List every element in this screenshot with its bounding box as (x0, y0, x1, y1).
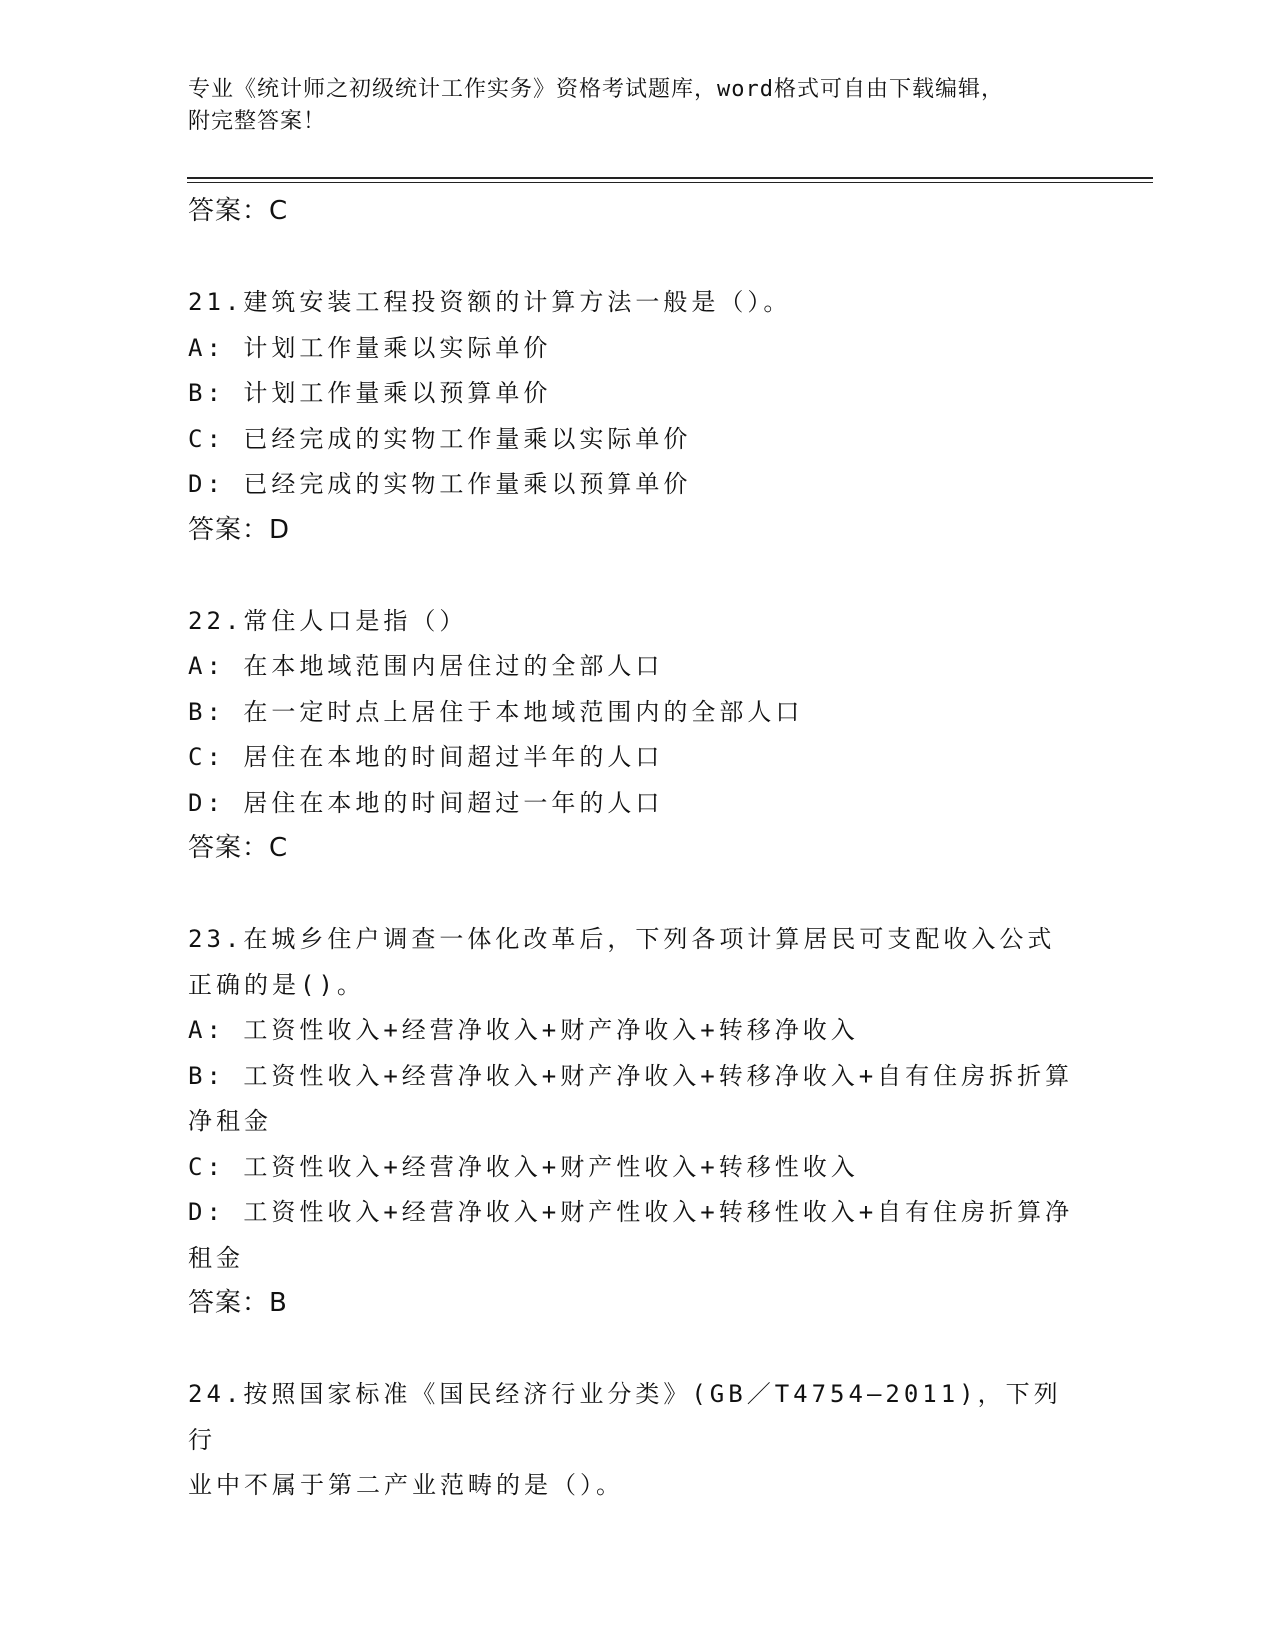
answer-line: 答案：C (188, 833, 289, 863)
question-list (188, 189, 1088, 1509)
option-line: 净租金 (188, 1107, 272, 1135)
question-stem-line: 24.按照国家标准《国民经济行业分类》(GB／T4754—2011)，下列行 (188, 1380, 1062, 1454)
previous-answer: 答案：C (188, 196, 289, 226)
question-spacer (188, 1327, 1088, 1373)
document-header (188, 74, 1088, 138)
option-line: B: 在一定时点上居住于本地域范围内的全部人口 (188, 697, 804, 726)
question-stem-line: 21.建筑安装工程投资额的计算方法一般是（）。 (188, 288, 792, 316)
question-stem-line: 业中不属于第二产业范畴的是（）。 (188, 1471, 624, 1499)
option-line: C: 居住在本地的时间超过半年的人口 (188, 743, 664, 771)
option-line: B: 计划工作量乘以预算单价 (188, 379, 552, 407)
header-divider-thick (187, 177, 1153, 179)
option-line: B: 工资性收入+经营净收入+财产净收入+转移净收入+自有住房拆折算 (188, 1061, 1074, 1090)
question-spacer (188, 872, 1088, 918)
option-line: A: 工资性收入+经营净收入+财产净收入+转移净收入 (188, 1016, 859, 1044)
option-line: D: 居住在本地的时间超过一年的人口 (188, 788, 664, 817)
question-block (188, 280, 1088, 553)
option-line: D: 已经完成的实物工作量乘以预算单价 (188, 470, 692, 498)
question-spacer (188, 235, 1088, 281)
option-line: 租金 (188, 1243, 244, 1272)
header-divider-thin (187, 182, 1153, 183)
question-stem-line: 正确的是()。 (188, 970, 365, 999)
question-block (188, 599, 1088, 872)
question-spacer (188, 553, 1088, 599)
option-line: A: 计划工作量乘以实际单价 (188, 333, 552, 362)
question-stem-line: 23.在城乡住户调查一体化改革后，下列各项计算居民可支配收入公式 (188, 925, 1056, 953)
answer-line: 答案：D (188, 514, 291, 545)
option-line: C: 工资性收入+经营净收入+财产性收入+转移性收入 (188, 1152, 859, 1181)
answer-line: 答案：B (188, 1288, 288, 1318)
header-line-2: 附完整答案！ (188, 109, 327, 134)
option-line: C: 已经完成的实物工作量乘以实际单价 (188, 424, 692, 453)
question-block (188, 1372, 1088, 1509)
option-line: D: 工资性收入+经营净收入+财产性收入+转移性收入+自有住房折算净 (188, 1198, 1074, 1226)
question-stem-line: 22.常住人口是指（） (188, 606, 468, 635)
header-line-1: 专业《统计师之初级统计工作实务》资格考试题库，word格式可自由下载编辑， (188, 77, 1004, 102)
question-block (188, 917, 1088, 1327)
option-line: A: 在本地域范围内居住过的全部人口 (188, 652, 664, 680)
